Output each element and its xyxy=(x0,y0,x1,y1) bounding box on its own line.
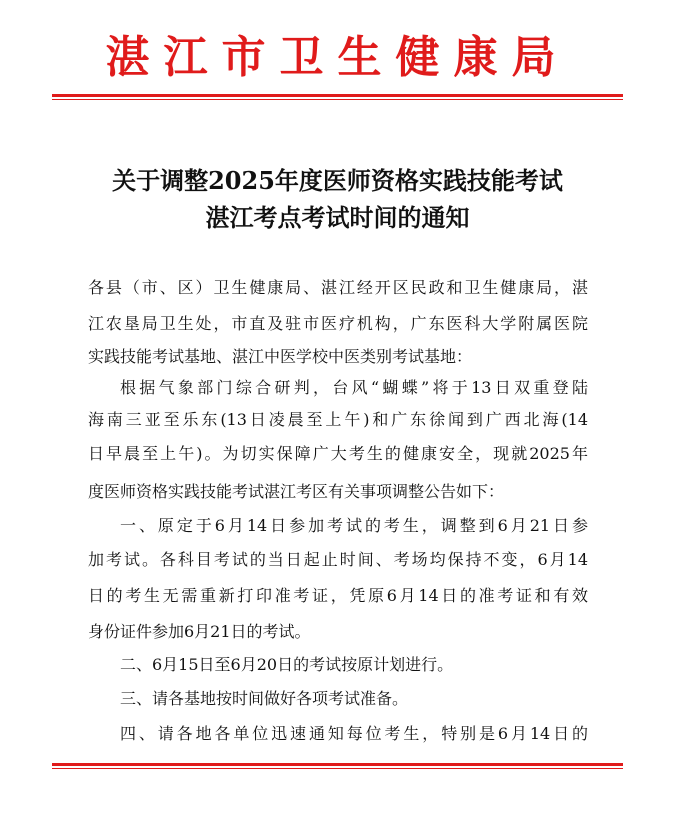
body-line: 各县（市、区）卫生健康局、湛江经开区民政和卫生健康局，湛 xyxy=(88,278,588,297)
body-line: 三、请各基地按时间做好各项考试准备。 xyxy=(120,689,409,708)
letterhead-rule-thin xyxy=(52,99,623,100)
letterhead-title: 湛江市卫生健康局 xyxy=(105,32,570,83)
body-line: 加考试。各科目考试的当日起止时间、考场均保持不变，6月14 xyxy=(88,550,588,569)
body-line: 实践技能考试基地、湛江中医学校中医类别考试基地： xyxy=(88,347,473,366)
body-line: 四、请各地各单位迅速通知每位考生，特别是6月14日的 xyxy=(120,724,588,743)
body-line: 度医师资格实践技能考试湛江考区有关事项调整公告如下： xyxy=(88,482,505,501)
letterhead-rule-thick xyxy=(52,94,623,97)
footer-rule-thick xyxy=(52,763,623,766)
notice-title-line-1: 关于调整2025年度医师资格实践技能考试 xyxy=(112,166,563,195)
body-line: 日早晨至上午)。为切实保障广大考生的健康安全，现就2025年 xyxy=(88,444,588,463)
footer-rule-thin xyxy=(52,768,623,769)
notice-title-line-2: 湛江考点考试时间的通知 xyxy=(205,203,470,232)
body-line: 二、6月15日至6月20日的考试按原计划进行。 xyxy=(120,655,454,674)
body-line: 一、原定于6月14日参加考试的考生，调整到6月21日参 xyxy=(120,516,588,535)
body-line: 海南三亚至乐东(13日凌晨至上午)和广东徐闻到广西北海(14 xyxy=(88,410,588,429)
body-line: 身份证件参加6月21日的考试。 xyxy=(88,622,311,641)
body-line: 根据气象部门综合研判，台风“蝴蝶”将于13日双重登陆 xyxy=(120,378,588,397)
body-line: 日的考生无需重新打印准考证，凭原6月14日的准考证和有效 xyxy=(88,586,588,605)
body-line: 江农垦局卫生处，市直及驻市医疗机构，广东医科大学附属医院 xyxy=(88,314,588,333)
